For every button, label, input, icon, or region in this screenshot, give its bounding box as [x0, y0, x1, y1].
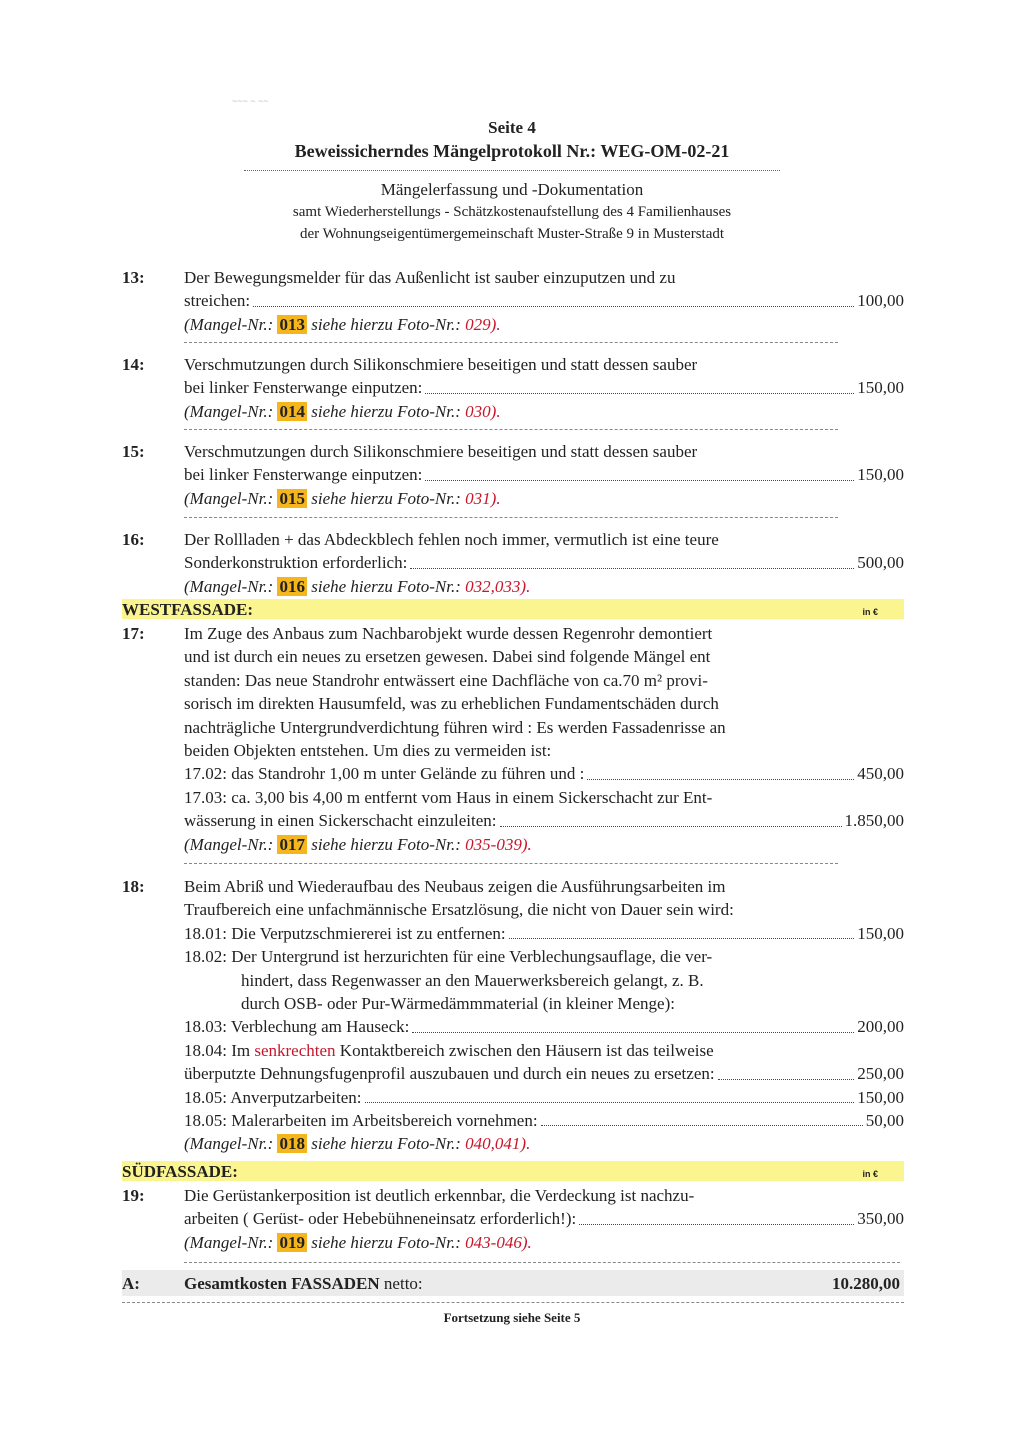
item-text: sorisch im direkten Hausumfeld, was zu erheblichen Fundamentschäden durch — [184, 694, 719, 714]
subitem-text: 18.05: Anverputzarbeiten: — [184, 1087, 362, 1107]
item-text: Traufbereich eine unfachmännische Ersatzlösung, die nicht von Dauer sein wird: — [184, 900, 734, 920]
defect-item-14 — [122, 353, 904, 423]
item-number: 17: — [122, 624, 145, 643]
item-amount: 200,00 — [857, 1017, 904, 1037]
scan-mark: ~~~ ~ ~~ — [232, 96, 269, 106]
document-subtitle: Mängelerfassung und -Dokumentation — [380, 180, 644, 199]
item-divider — [184, 342, 838, 343]
total-divider — [184, 1262, 900, 1263]
total-row — [122, 1270, 904, 1296]
item-amount: 350,00 — [857, 1209, 904, 1229]
item-text: Die Gerüstankerposition ist deutlich erkennbar, die Verdeckung ist nachzu- — [184, 1186, 695, 1205]
item-divider — [184, 429, 838, 430]
defect-reference: (Mangel-Nr.: 018 siehe hierzu Foto-Nr.: 040,041). — [184, 1134, 531, 1154]
currency-unit: in € — [862, 607, 878, 617]
item-number: 16: — [122, 530, 145, 549]
item-amount: 50,00 — [865, 1111, 904, 1131]
photo-reference: 043-046). — [465, 1232, 532, 1252]
defect-number: 016 — [279, 576, 305, 596]
defect-number: 014 — [279, 401, 305, 421]
subitem-text: 18.04: Im senkrechten Kontaktbereich zwischen den Häusern ist das teilweise — [184, 1040, 714, 1060]
document-description-1: samt Wiederherstellungs - Schätzkostenaufstellung des 4 Familienhauses — [292, 204, 732, 220]
subitem-text: 17.02: das Standrohr 1,00 m unter Gelände zu führen und : — [184, 764, 585, 784]
item-text: bei linker Fensterwange einputzen: — [184, 378, 423, 398]
item-amount: 450,00 — [857, 764, 904, 784]
emphasis-text: senkrechten — [254, 1040, 336, 1060]
defect-reference: (Mangel-Nr.: 013 siehe hierzu Foto-Nr.: 029). — [184, 314, 501, 334]
defect-number: 018 — [279, 1134, 305, 1154]
section-westfassade — [122, 599, 904, 619]
defect-number: 019 — [279, 1232, 305, 1252]
subitem-text: 18.05: Malerarbeiten im Arbeitsbereich vornehmen: — [184, 1111, 538, 1131]
item-amount: 250,00 — [857, 1064, 904, 1084]
item-text: bei linker Fensterwange einputzen: — [184, 465, 423, 485]
item-amount: 150,00 — [857, 1087, 904, 1107]
defect-item-15 — [122, 440, 904, 510]
defect-number: 015 — [279, 488, 305, 508]
total-text: Gesamtkosten FASSADEN netto: — [184, 1274, 423, 1293]
section-suedfassade — [122, 1161, 904, 1181]
defect-reference: (Mangel-Nr.: 016 siehe hierzu Foto-Nr.: 032,033). — [184, 576, 531, 596]
subitem-text: hindert, dass Regenwasser an den Mauerwerksbereich gelangt, z. B. — [241, 970, 704, 990]
section-title: WESTFASSADE: — [122, 600, 253, 619]
subitem-text: 18.01: Die Verputzschmiererei ist zu entfernen: — [184, 923, 506, 943]
defect-reference: (Mangel-Nr.: 017 siehe hierzu Foto-Nr.: 035-039). — [184, 834, 532, 854]
item-text: Verschmutzungen durch Silikonschmiere beseitigen und statt dessen sauber — [184, 355, 698, 374]
item-divider — [184, 517, 838, 518]
item-text: Sonderkonstruktion erforderlich: — [184, 553, 408, 573]
item-text: streichen: — [184, 291, 251, 311]
item-amount: 150,00 — [857, 465, 904, 485]
document-description-2: der Wohnungseigentümergemeinschaft Muster-Straße 9 in Musterstadt — [299, 226, 725, 242]
defect-item-19 — [122, 1184, 904, 1254]
document-title: Beweissicherndes Mängelprotokoll Nr.: WEG-OM-02-21 — [294, 141, 730, 161]
item-amount: 150,00 — [857, 923, 904, 943]
item-number: 19: — [122, 1186, 145, 1205]
photo-reference: 032,033). — [465, 576, 531, 596]
item-number: 14: — [122, 355, 145, 374]
page-number: Seite 4 — [488, 118, 536, 137]
section-title: SÜDFASSADE: — [122, 1162, 238, 1181]
footer-divider — [122, 1302, 904, 1303]
defect-reference: (Mangel-Nr.: 014 siehe hierzu Foto-Nr.: 030). — [184, 401, 501, 421]
item-text: Beim Abriß und Wiederaufbau des Neubaus zeigen die Ausführungsarbeiten im — [184, 877, 726, 896]
item-text: Der Bewegungsmelder für das Außenlicht ist sauber einzuputzen und zu — [184, 268, 676, 287]
item-text: nachträgliche Untergrundverdichtung führen wird : Es werden Fassadenrisse an — [184, 717, 726, 737]
defect-number: 013 — [279, 314, 305, 334]
defect-reference: (Mangel-Nr.: 015 siehe hierzu Foto-Nr.: 031). — [184, 488, 501, 508]
item-number: 13: — [122, 268, 145, 287]
item-text: Im Zuge des Anbaus zum Nachbarobjekt wurde dessen Regenrohr demontiert — [184, 624, 713, 643]
total-label: A: — [122, 1274, 140, 1293]
defect-item-17 — [122, 622, 904, 856]
photo-reference: 031). — [465, 488, 501, 508]
total-value: 10.280,00 — [832, 1274, 900, 1293]
continuation-note: Fortsetzung siehe Seite 5 — [443, 1310, 581, 1325]
item-text: und ist durch ein neues zu ersetzen gewesen. Dabei sind folgende Mängel ent — [184, 647, 711, 667]
item-text: standen: Das neue Standrohr entwässert eine Dachfläche von ca.70 m² provi- — [184, 670, 708, 690]
defect-reference: (Mangel-Nr.: 019 siehe hierzu Foto-Nr.: 043-046). — [184, 1232, 532, 1252]
item-number: 18: — [122, 877, 145, 896]
defect-item-18 — [122, 875, 904, 1156]
photo-reference: 029). — [465, 314, 501, 334]
item-divider — [184, 863, 838, 864]
subitem-text: wässerung in einen Sickerschacht einzuleiten: — [184, 811, 497, 831]
subitem-text: überputzte Dehnungsfugenprofil auszubauen und durch ein neues zu ersetzen: — [184, 1064, 715, 1084]
item-amount: 500,00 — [857, 553, 904, 573]
photo-reference: 030). — [465, 401, 501, 421]
defect-number: 017 — [279, 834, 305, 854]
subitem-text: 18.02: Der Untergrund ist herzurichten für eine Verblechungsauflage, die ver- — [184, 947, 713, 967]
item-text: Der Rollladen + das Abdeckblech fehlen noch immer, vermutlich ist eine teure — [184, 530, 719, 549]
subitem-text: 17.03: ca. 3,00 bis 4,00 m entfernt vom Haus in einem Sickerschacht zur Ent- — [184, 787, 713, 807]
subitem-text: 18.03: Verblechung am Hauseck: — [184, 1017, 410, 1037]
photo-reference: 035-039). — [465, 834, 532, 854]
subitem-text: durch OSB- oder Pur-Wärmedämmmaterial (in kleiner Menge): — [241, 994, 675, 1014]
header-divider — [244, 170, 780, 171]
currency-unit: in € — [862, 1169, 878, 1179]
defect-item-16 — [122, 528, 904, 598]
item-text: arbeiten ( Gerüst- oder Hebebühneneinsatz erforderlich!): — [184, 1209, 577, 1229]
item-number: 15: — [122, 442, 145, 461]
defect-item-13 — [122, 266, 904, 336]
photo-reference: 040,041). — [465, 1134, 531, 1154]
item-amount: 100,00 — [857, 291, 904, 311]
item-text: Verschmutzungen durch Silikonschmiere beseitigen und statt dessen sauber — [184, 442, 698, 461]
item-amount: 1.850,00 — [844, 811, 904, 831]
item-amount: 150,00 — [857, 378, 904, 398]
item-text: beiden Objekten entstehen. Um dies zu vermeiden ist: — [184, 741, 552, 761]
